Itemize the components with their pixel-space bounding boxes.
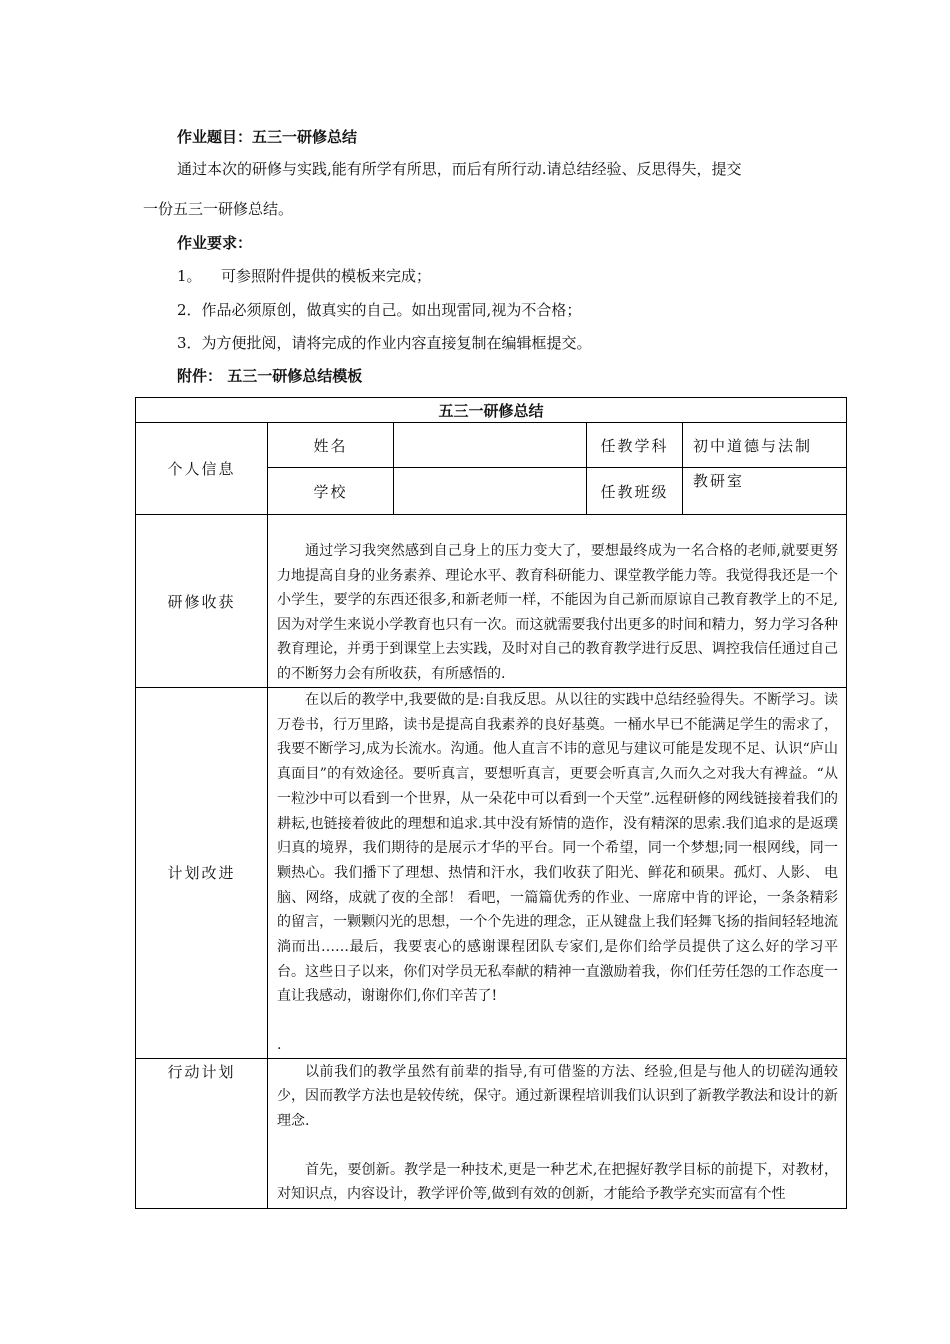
paragraph-spacer: [268, 1134, 846, 1158]
subject-value: 初中道德与法制: [683, 423, 847, 468]
subject-label: 任教学科: [587, 423, 683, 468]
improve-text: 在以后的教学中,我要做的是:自我反思。从以往的实践中总结经验得失。不断学习。读万卷书，行万里路，读书是提高自我素养的良好基奠。一桶水早已不能满足学生的需求了，我要不断学习,成为长流水。沟通。他人直言不讳的意见与建议可能是发现不足、认识“庐山真面目”的有效途径。要听真言，要想听真言，更要会听真言,久而久之对我大有裨益。“从一粒沙中可以看到一个世界，从一朵花中可以看到一个天堂”.远程研修的网线链接着我们的耕耘,也链接着彼此的理想和追求.其中没有矫情的造作，没有精深的思索.我们追求的是返璞归真的境界，我们期待的是展示才华的平台。同一个希望，同一个梦想;同一根网线，同一颗热心。我们播下了理想、热情和汗水，我们收获了阳光、鲜花和硕果。孤灯、人影、 电脑、网络，成就了夜的全部！ 看吧，一篇篇优秀的作业、一席席中肯的评论，一条条精彩的留言，一颗颗闪光的思想，一个个先进的理念，正从键盘上我们轻舞飞扬的指间轻轻地流淌而出……最后，我要衷心的感谢课程团队专家们,是你们给学员提供了这么好的学习平台。这些日子以来，你们对学员无私奉献的精神一直激励着我，你们任劳任怨的工作态度一直让我感动，谢谢你们,你们辛苦了!: [277, 692, 838, 1005]
requirement-text: 为方便批阅，请将完成的作业内容直接复制在编辑框提交。: [201, 334, 592, 352]
requirement-number: 1。: [177, 267, 202, 285]
gains-content-cell: [268, 515, 847, 688]
name-value: [394, 423, 587, 468]
improve-label: 计划改进: [136, 688, 268, 1059]
class-label: 任教班级: [587, 468, 683, 515]
improve-row: [136, 688, 847, 1059]
requirement-number: 3．: [177, 334, 202, 352]
requirement-item: [177, 333, 592, 353]
gains-label: 研修收获: [136, 515, 268, 688]
gains-row: [136, 515, 847, 688]
assignment-intro-line1: 通过本次的研修与实践,能有所学有所思，而后有所行动.请总结经验、反思得失，提交: [177, 160, 742, 178]
assignment-title: 作业题目：五三一研修总结: [177, 128, 358, 146]
school-value: [394, 468, 587, 515]
requirement-item: [177, 266, 431, 286]
action-paragraph-2: 首先，要创新。教学是一种技术,更是一种艺术,在把握好教学目标的前提下，对教材，对知识点，内容设计，教学评价等,做到有效的创新，才能给予教学充实而富有个性: [277, 1161, 838, 1203]
improve-trailing-mark: .: [277, 1037, 282, 1054]
requirement-number: 2．: [177, 301, 202, 319]
requirement-item: [177, 300, 581, 320]
class-value: 教研室: [683, 468, 847, 515]
school-label: 学校: [268, 468, 394, 515]
improve-content-cell: [268, 688, 847, 1059]
requirement-text: 作品必须原创，做真实的自己。如出现雷同,视为不合格；: [201, 301, 582, 319]
paragraph-spacer: [268, 1009, 846, 1033]
summary-template-table: [135, 397, 847, 1209]
action-paragraph-1: 以前我们的教学虽然有前辈的指导,有可借鉴的方法、经验,但是与他人的切磋沟通较少，因而教学方法也是较传统，保守。通过新课程培训我们认识到了新教学教法和设计的新理念.: [277, 1063, 838, 1130]
requirements-heading: 作业要求：: [177, 234, 253, 252]
table-title-row: [136, 398, 847, 423]
assignment-intro-line2: 一份五三一研修总结。: [143, 200, 294, 218]
info-row-1: [136, 423, 847, 468]
gains-text: 通过学习我突然感到自己身上的压力变大了，要想最终成为一名合格的老师,就要更努力地提高自身的业务素养、理论水平、教育科研能力、课堂教学能力等。我觉得我还是一个小学生，要学的东西还很多,和新老师一样，不能因为自己新而原谅自己教育教学上的不足,因为对学生来说小学教育也只有一次。而这就需要我付出更多的时间和精力，努力学习各种教育理论，并勇于到课堂上去实践，及时对自己的教育教学进行反思、调控我信任通过自己的不断努力会有所收获，有所感悟的.: [277, 543, 838, 682]
name-label: 姓名: [268, 423, 394, 468]
attachment-label: 附件： 五三一研修总结模板: [177, 367, 363, 385]
action-content-cell: [268, 1058, 847, 1208]
table-title: 五三一研修总结: [136, 398, 847, 423]
personal-info-label: 个人信息: [136, 423, 268, 515]
action-row: [136, 1058, 847, 1208]
requirement-text: 可参照附件提供的模板来完成；: [221, 267, 432, 285]
action-label: 行动计划: [136, 1058, 268, 1208]
